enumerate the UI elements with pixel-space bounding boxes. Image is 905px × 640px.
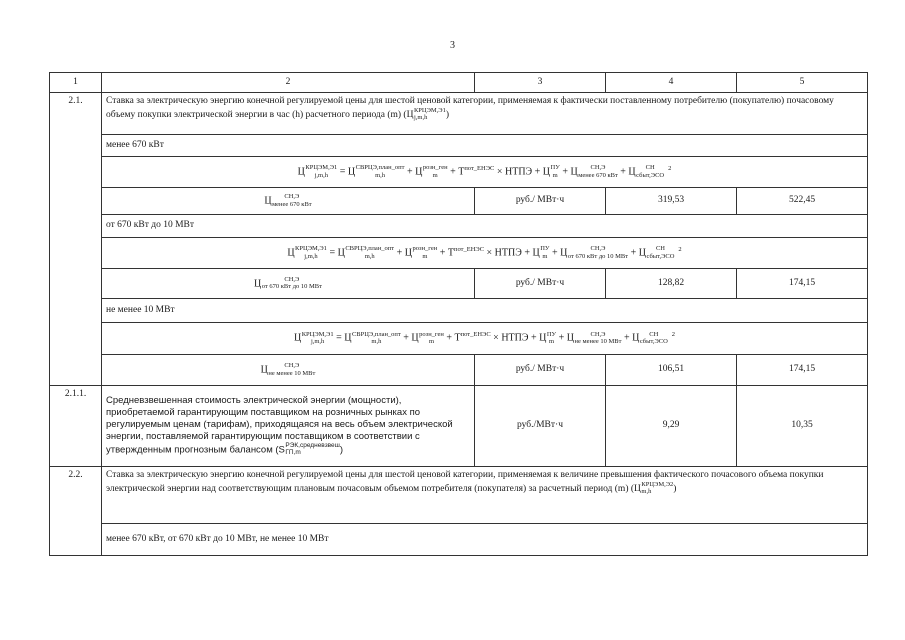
group-label-not-less-10mw: не менее 10 МВт: [102, 299, 868, 323]
unit-cell: руб./ МВт·ч: [475, 269, 606, 299]
value-row: [50, 269, 868, 299]
formula-row: [50, 323, 868, 355]
group-label-670kw-10mw: от 670 кВт до 10 МВт: [102, 215, 868, 238]
header-col-3: 3: [475, 73, 606, 93]
unit-cell: руб./ МВт·ч: [475, 188, 606, 215]
page-number: 3: [450, 40, 455, 51]
section-2-2-title-row: [50, 467, 868, 524]
value-col-5: 522,45: [737, 188, 868, 215]
section-2-1-1-unit: руб./МВт·ч: [475, 386, 606, 467]
group-label-less-670kw: менее 670 кВт: [102, 135, 868, 157]
group-label-row: [50, 215, 868, 238]
formula-less-670kw: Ц КРЦЭМ,Э1 j,m,h = Ц СВРЦЭ,план_опт m,h + Ц розн_ген m + $T^{пот\_ЕНЭС}$ × НТПЭ + Ц ПУ m + Ц СН,Э менее 670 кВт + Ц СН сбыт,ЭСО $^2$: [102, 157, 868, 188]
section-2-2-subgroup-label: менее 670 кВт, от 670 кВт до 10 МВт, не менее 10 МВт: [102, 524, 868, 556]
header-col-1: 1: [50, 73, 102, 93]
component-symbol-not-less-10mw: Ц СН,Э не менее 10 МВт: [102, 355, 475, 386]
section-2-1-title: Ставка за электрическую энергию конечной регулируемой цены для шестой ценовой категории, применяемая к фактически поставленному потребителю (покупателю) почасовому объему покупки электрической энергии в час (h) расчетного периода (m) (Ц КРЦЭМ,Э1 j,m,h ): [102, 93, 868, 135]
section-2-1-1-row: [50, 386, 868, 467]
section-2-1-title-row: [50, 93, 868, 135]
value-col-5: 174,15: [737, 355, 868, 386]
value-col-4: 128,82: [606, 269, 737, 299]
section-2-1-1-text: Средневзвешенная стоимость электрической энергии (мощности), приобретаемой гарантирующим поставщиком на розничных рынках по регулируемым ценам (тарифам), приходящаяся на весь объем электрической энергии, поставляемой гарантирующим поставщиком в соответствии с утвержденным прогнозным балансом (S РЭК,средневзвеш ГП,m ): [102, 386, 475, 467]
section-2-2-subgroup-row: [50, 524, 868, 556]
formula-row: [50, 238, 868, 269]
formula-row: [50, 157, 868, 188]
formula-670kw-10mw: Ц КРЦЭМ,Э1 j,m,h = Ц СВРЦЭ,план_опт m,h + Ц розн_ген m + $T^{пот\_ЕНЭС}$ × НТПЭ + Ц ПУ m + Ц СН,Э от 670 кВт до 10 МВт + Ц СН сбыт,ЭСО $^2$: [102, 238, 868, 269]
value-row: [50, 188, 868, 215]
unit-cell: руб./ МВт·ч: [475, 355, 606, 386]
formula-not-less-10mw: Ц КРЦЭМ,Э1 j,m,h = Ц СВРЦЭ,план_опт m,h + Ц розн_ген m + $T^{пот\_ЕНЭС}$ × НТПЭ + Ц ПУ m + Ц СН,Э не менее 10 МВт + Ц СН сбыт,ЭСО $^2$: [102, 323, 868, 355]
component-symbol-less-670kw: Ц СН,Э менее 670 кВт: [102, 188, 475, 215]
section-2-1-1-number: 2.1.1.: [50, 386, 102, 467]
section-2-1-1-value-col-4: 9,29: [606, 386, 737, 467]
section-2-2-title: Ставка за электрическую энергию конечной регулируемой цены для шестой ценовой категории, применяемая к величине превышения фактического почасового объема покупки электрической энергии над соответствующим плановым почасовым объемом потребителя (покупателя) за расчетный период (m) (Ц КРЦЭМ,Э2 m,h ): [102, 467, 868, 524]
header-col-2: 2: [102, 73, 475, 93]
table-header-row: [50, 73, 868, 93]
section-2-1-number: 2.1.: [50, 93, 102, 386]
group-label-row: [50, 299, 868, 323]
value-col-4: 106,51: [606, 355, 737, 386]
section-2-1-1-value-col-5: 10,35: [737, 386, 868, 467]
header-col-5: 5: [737, 73, 868, 93]
value-row: [50, 355, 868, 386]
component-symbol-670kw-10mw: Ц СН,Э от 670 кВт до 10 МВт: [102, 269, 475, 299]
section-2-2-number: 2.2.: [50, 467, 102, 556]
tariff-table: [49, 72, 868, 556]
header-col-4: 4: [606, 73, 737, 93]
group-label-row: [50, 135, 868, 157]
value-col-5: 174,15: [737, 269, 868, 299]
value-col-4: 319,53: [606, 188, 737, 215]
